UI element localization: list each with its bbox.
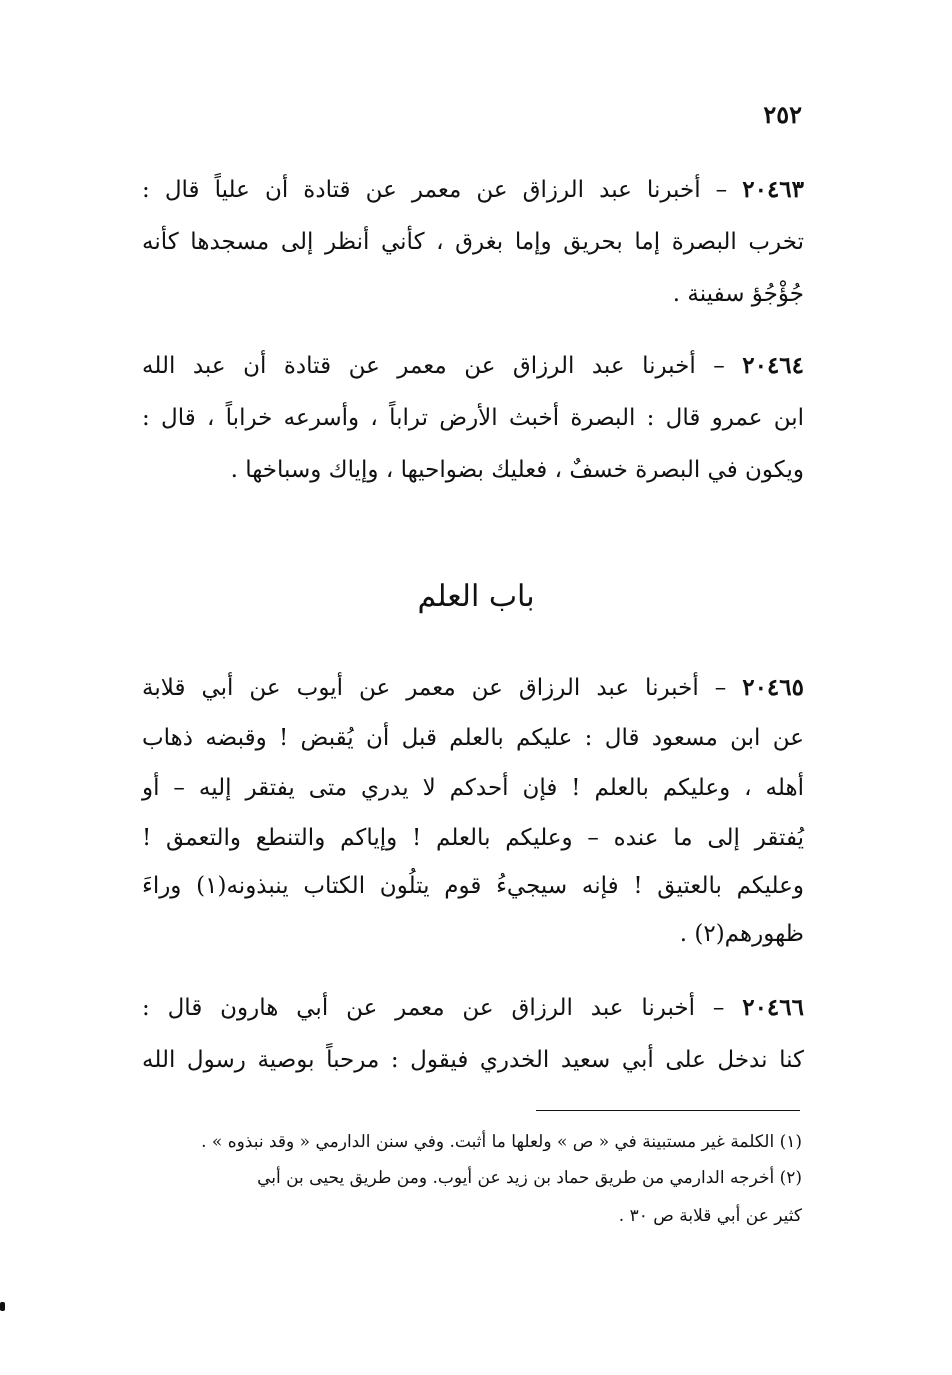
entry-20463-line-3: جُؤْجُؤ سفينة . xyxy=(672,281,804,307)
entry-20466-line-2: كنا ندخل على أبي سعيد الخدري فيقول : مرحباً بوصية رسول الله xyxy=(142,1047,804,1073)
entry-text: أخبرنا عبد الرزاق عن معمر عن قتادة أن عبد الله xyxy=(142,353,696,379)
entry-20465-line-5: وعليكم بالعتيق ! فإنه سيجيءُ قوم يتلُون الكتاب ينبذونه(١) وراءَ xyxy=(142,873,804,899)
hadith-number: ٢٠٤٦٣ xyxy=(742,176,805,203)
footnote-1: (١) الكلمة غير مستبينة في « ص » ولعلها ما أثبت. وفي سنن الدارمي « وقد نبذوه » . xyxy=(201,1132,802,1152)
entry-text: أخبرنا عبد الرزاق عن معمر عن أبي هارون قال : xyxy=(142,995,696,1021)
entry-20464-line-1: ٢٠٤٦٤ – أخبرنا عبد الرزاق عن معمر عن قتادة أن عبد الله xyxy=(142,352,805,379)
chapter-heading: باب العلم xyxy=(417,579,535,614)
entry-20465-line-2: عن ابن مسعود قال : عليكم بالعلم قبل أن يُقبض ! وقبضه ذهاب xyxy=(142,725,804,751)
hadith-number: ٢٠٤٦٥ xyxy=(742,674,804,701)
entry-20463-line-1: ٢٠٤٦٣ – أخبرنا عبد الرزاق عن معمر عن قتادة أن علياً قال : xyxy=(142,176,805,203)
entry-20464-line-3: ويكون في البصرة خسفٌ ، فعليك بضواحيها ، وإياك وسباخها . xyxy=(230,457,804,483)
entry-20465-line-4: يُفتقر إلى ما عنده – وعليكم بالعلم ! وإياكم والتنطع والتعمق ! xyxy=(142,825,804,851)
scan-mark xyxy=(0,1302,5,1311)
entry-text: أخبرنا عبد الرزاق عن معمر عن أيوب عن أبي قلابة xyxy=(142,675,699,701)
page-number: ٢٥٢ xyxy=(763,100,802,129)
entry-20463-line-2: تخرب البصرة إما بحريق وإما بغرق ، كأني أنظر إلى مسجدها كأنه xyxy=(142,229,804,255)
hadith-number: ٢٠٤٦٤ xyxy=(742,352,805,379)
footnote-2: (٢) أخرجه الدارمي من طريق حماد بن زيد عن أيوب. ومن طريق يحيى بن أبي xyxy=(257,1168,802,1188)
entry-20464-line-2: ابن عمرو قال : البصرة أخبث الأرض تراباً ، وأسرعه خراباً ، قال : xyxy=(142,405,804,431)
entry-20465-line-3: أهله ، وعليكم بالعلم ! فإن أحدكم لا يدري متى يفتقر إليه – أو xyxy=(142,775,804,801)
entry-20465-line-1: ٢٠٤٦٥ – أخبرنا عبد الرزاق عن معمر عن أيوب عن أبي قلابة xyxy=(142,674,804,701)
footnote-2-continuation: كثير عن أبي قلابة ص ٣٠ . xyxy=(618,1206,802,1226)
entry-20465-line-6: ظهورهم(٢) . xyxy=(679,921,804,947)
entry-text: أخبرنا عبد الرزاق عن معمر عن قتادة أن علياً قال : xyxy=(142,177,701,203)
hadith-number: ٢٠٤٦٦ xyxy=(742,994,804,1021)
footnote-divider xyxy=(536,1110,800,1111)
entry-20466-line-1: ٢٠٤٦٦ – أخبرنا عبد الرزاق عن معمر عن أبي هارون قال : xyxy=(142,994,804,1021)
